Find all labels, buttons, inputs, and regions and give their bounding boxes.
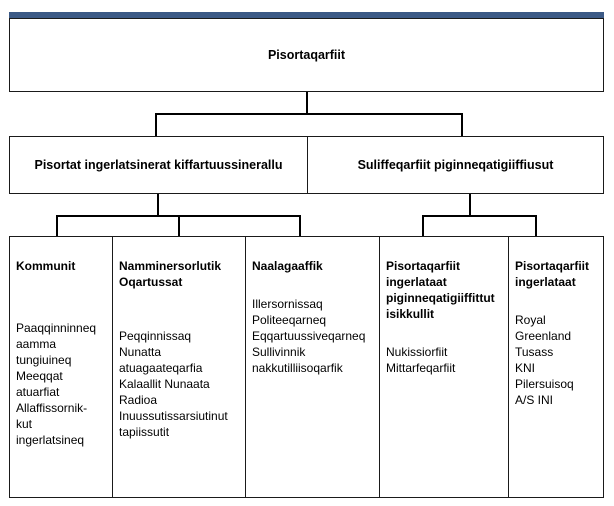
connector-level2-horizontal	[155, 113, 463, 115]
column-items: Nukissiorfiit Mittarfeqarfiit	[386, 345, 456, 375]
public-services-node	[9, 136, 308, 194]
column-title: Pisortaqarfiit ingerlataat piginneqatigiiffittut isikkullit	[386, 259, 495, 321]
root-label: Pisortaqarfiit	[267, 48, 346, 62]
connector-to-public-services	[155, 113, 157, 137]
root-node	[9, 18, 604, 92]
column-title: Kommunit	[16, 259, 76, 273]
companies-node	[307, 136, 604, 194]
connector-to-companies	[461, 113, 463, 137]
connector-root-down	[306, 92, 308, 114]
connector-to-isikkullit	[422, 215, 424, 237]
column-items: Paaqqinninneq aamma tungiuineq Meeqqat atuarfiat Allaffissornik- kut ingerlatsineq	[16, 321, 97, 447]
column-namminersorlutik	[113, 236, 245, 498]
connector-to-naalagaaffik	[299, 215, 301, 237]
column-kommunit	[10, 236, 112, 498]
column-title: Naalagaaffik	[252, 259, 323, 273]
connector-companies-horizontal	[422, 215, 537, 217]
companies-label: Suliffeqarfiit piginneqatigiiffiusut	[357, 158, 554, 172]
public-services-label: Pisortat ingerlatsinerat kiffartuussinerallu	[34, 158, 283, 172]
column-items: Royal Greenland Tusass KNI Pilersuisoq A/S INI	[515, 313, 574, 407]
connector-to-namminersorlutik	[178, 215, 180, 237]
column-isikkullit	[380, 236, 508, 498]
connector-companies-down	[469, 194, 471, 216]
connector-to-kommunit	[56, 215, 58, 237]
connector-public-down	[157, 194, 159, 216]
column-items: Illersornissaq Politeeqarneq Eqqartuussiveqarneq Sullivinnik nakkutilliisoqarfik	[252, 297, 366, 375]
column-ingerlataat	[509, 236, 604, 498]
connector-to-ingerlataat	[535, 215, 537, 237]
column-naalagaaffik	[246, 236, 379, 498]
column-title: Namminersorlutik Oqartussat	[119, 259, 222, 289]
column-items: Peqqinnissaq Nunatta atuagaateqarfia Kalaallit Nunaata Radioa Inuussutissarsiutinut tapiissutit	[119, 329, 228, 439]
column-title: Pisortaqarfiit ingerlataat	[515, 259, 590, 289]
